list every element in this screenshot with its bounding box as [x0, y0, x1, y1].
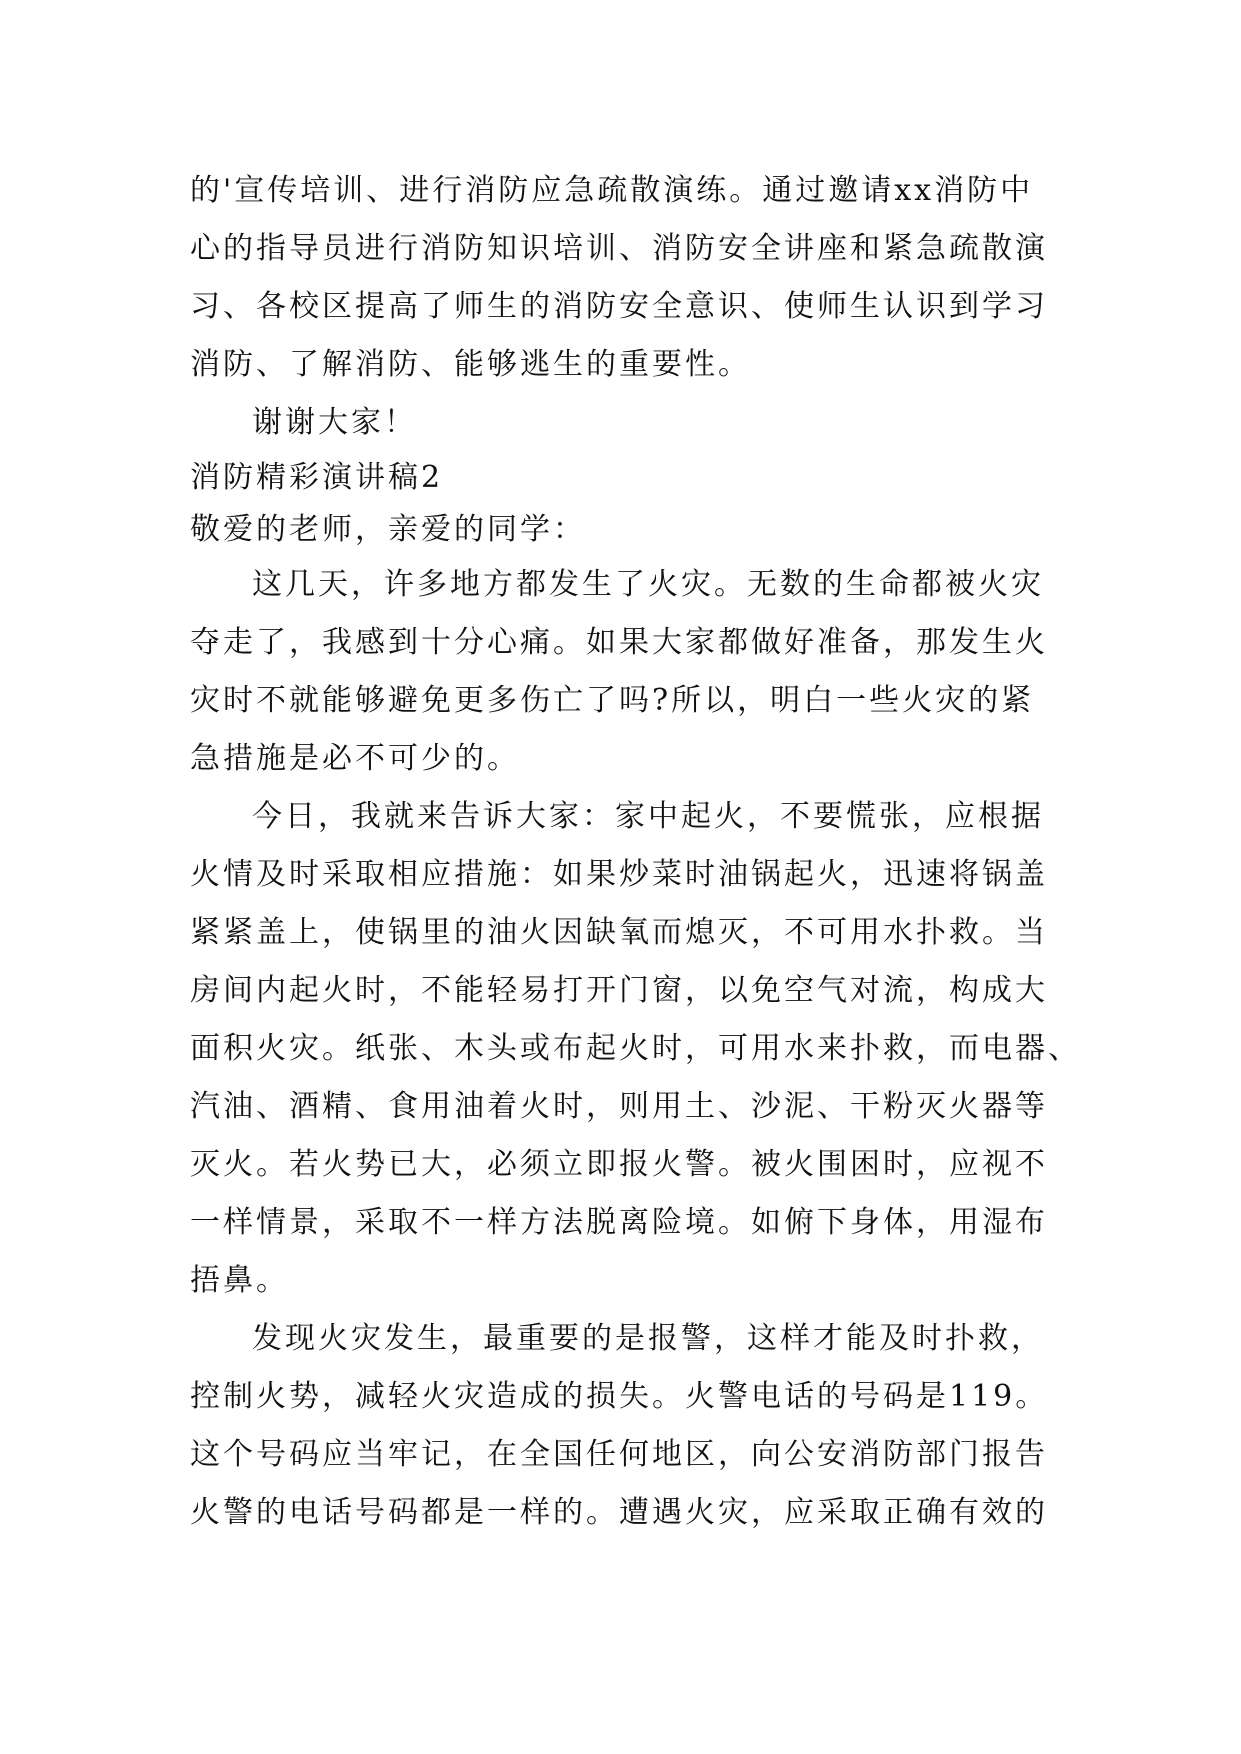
- text-line: 紧紧盖上，使锅里的油火因缺氧而熄灭，不可用水扑救。当: [190, 915, 1048, 950]
- text-line: 面积火灾。纸张、木头或布起火时，可用水来扑救，而电器、: [190, 1031, 1081, 1066]
- text-line: 习、各校区提高了师生的消防安全意识、使师生认识到学习: [190, 289, 1048, 324]
- text-line: 捂鼻。: [190, 1263, 289, 1298]
- text-line: 这个号码应当牢记，在全国任何地区，向公安消防部门报告: [190, 1437, 1048, 1472]
- text-line: 一样情景，采取不一样方法脱离险境。如俯下身体，用湿布: [190, 1205, 1048, 1240]
- document-body: [190, 162, 1081, 1542]
- text-line: 今日，我就来告诉大家：家中起火，不要慌张，应根据: [252, 799, 1044, 834]
- text-line: 控制火势，减轻火灾造成的损失。火警电话的号码是119。: [190, 1379, 1049, 1414]
- text-line: 发现火灾发生，最重要的是报警，这样才能及时扑救，: [252, 1321, 1044, 1356]
- salutation: 敬爱的老师，亲爱的同学：: [190, 512, 586, 547]
- text-line: 火警的电话号码都是一样的。遭遇火灾，应采取正确有效的: [190, 1495, 1048, 1530]
- text-line: 灾时不就能够避免更多伤亡了吗?所以，明白一些火灾的紧: [190, 683, 1035, 718]
- closing-line: 谢谢大家！: [252, 405, 417, 440]
- text-line: 心的指导员进行消防知识培训、消防安全讲座和紧急疏散演: [190, 231, 1048, 266]
- text-line: 汽油、酒精、食用油着火时，则用土、沙泥、干粉灭火器等: [190, 1089, 1048, 1124]
- section-heading: 消防精彩演讲稿2: [190, 460, 444, 495]
- text-line: 的'宣传培训、进行消防应急疏散演练。通过邀请xx消防中: [190, 173, 1034, 208]
- text-line: 消防、了解消防、能够逃生的重要性。: [190, 347, 751, 382]
- text-line: 这几天，许多地方都发生了火灾。无数的生命都被火灾: [252, 567, 1044, 602]
- text-line: 火情及时采取相应措施：如果炒菜时油锅起火，迅速将锅盖: [190, 857, 1048, 892]
- text-line: 房间内起火时，不能轻易打开门窗，以免空气对流，构成大: [190, 973, 1048, 1008]
- text-line: 急措施是必不可少的。: [190, 741, 520, 776]
- text-line: 夺走了，我感到十分心痛。如果大家都做好准备，那发生火: [190, 625, 1048, 660]
- text-line: 灭火。若火势已大，必须立即报火警。被火围困时，应视不: [190, 1147, 1048, 1182]
